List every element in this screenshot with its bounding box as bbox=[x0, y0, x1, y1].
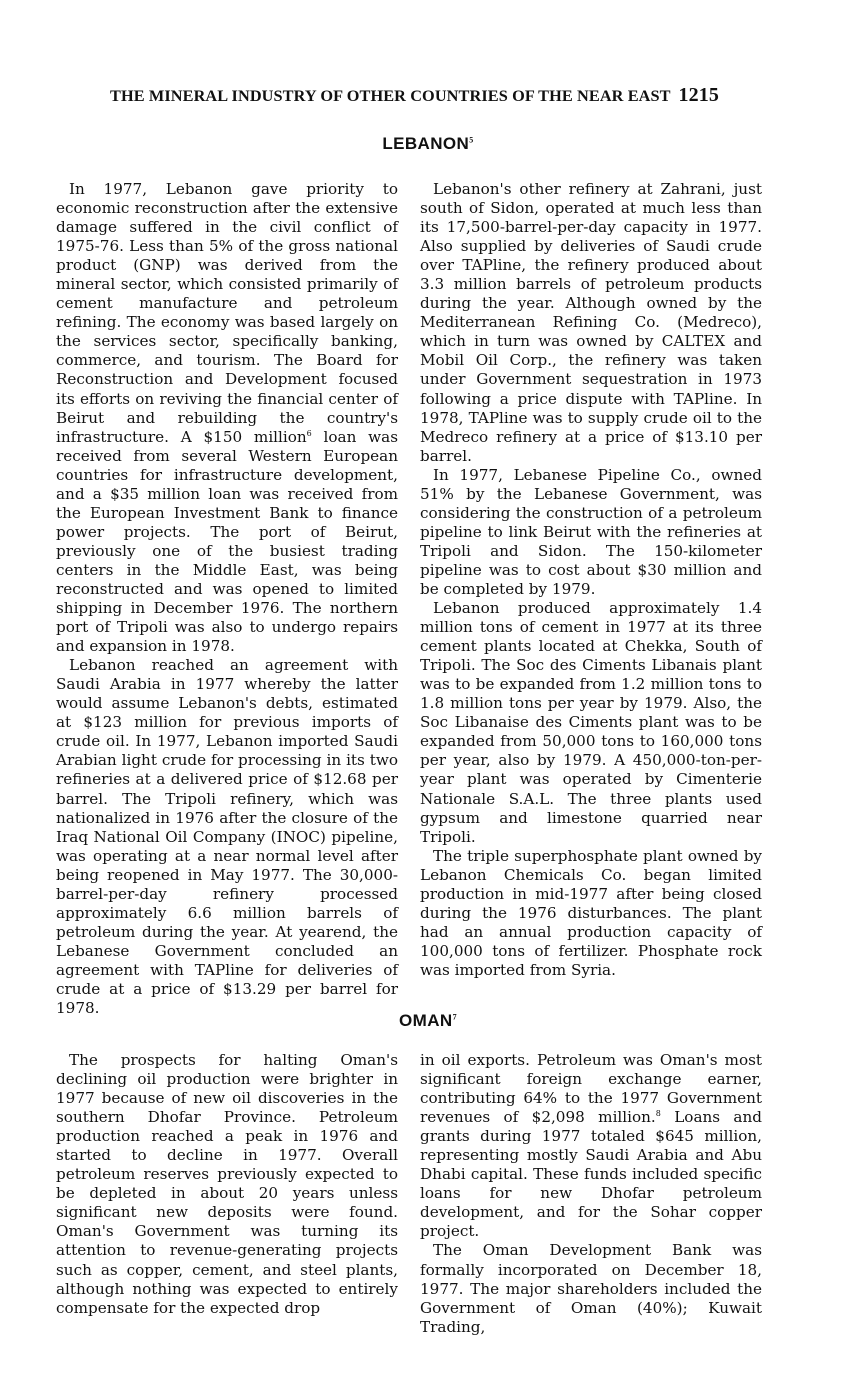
paragraph bbox=[420, 1051, 762, 1241]
paragraph-text: loan was received from several Western European countries for infrastructure development, and a $35 million loan was received from the European Investment Bank to finance power projects. The port of Beirut, previously one of the busiest trading centers in the Middle East, was being reconstructed and was opened to limited shipping in December 1976. The northern port of Tripoli was also to undergo repairs and expansion in 1978. bbox=[56, 427, 398, 656]
section-title-text: OMAN bbox=[399, 1011, 453, 1030]
lebanon-column-left bbox=[56, 180, 398, 1018]
oman-column-right bbox=[420, 1051, 762, 1337]
paragraph: The triple superphosphate plant owned by Lebanon Chemicals Co. began limited production in mid-1977 after being closed during the 1976 disturbances. The plant had an annual production capacity of 100,000 tons of fertilizer. Phosphate rock was imported from Syria. bbox=[420, 846, 762, 979]
paragraph bbox=[56, 180, 398, 656]
paragraph-text: in oil exports. Petroleum was Oman's most significant foreign exchange earner, contributing 64% to the 1977 Government revenues of $2,098 million. bbox=[420, 1051, 762, 1127]
paragraph: In 1977, Lebanese Pipeline Co., owned 51% by the Lebanese Government, was considering the construction of a petroleum pipeline to link Beirut with the refineries at Tripoli and Sidon. The 150-kilometer pipeline was to cost about $30 million and be completed by 1979. bbox=[420, 465, 762, 598]
footnote-ref: 6 bbox=[306, 428, 312, 438]
paragraph-text: In 1977, Lebanon gave priority to economic reconstruction after the extensive damage suffered in the civil conflict of 1975-76. Less than 5% of the gross national product (GNP) was derived from the mineral sector, which consisted primarily of cement manufacture and petroleum refining. The economy was based largely on the services sector, specifically banking, commerce, and tourism. The Board for Reconstruction and Development focused its efforts on reviving the financial center of Beirut and rebuilding the country's infrastructure. A $150 million bbox=[56, 180, 398, 446]
paragraph: Lebanon's other refinery at Zahrani, just south of Sidon, operated at much less than its 17,500-barrel-per-day capacity in 1977. Also supplied by deliveries of Saudi crude over TAPline, the refinery produced about 3.3 million barrels of petroleum products during the year. Although owned by the Mediterranean Refining Co. (Medreco), which in turn was owned by CALTEX and Mobil Oil Corp., the refinery was taken under Government sequestration in 1973 following a price dispute with TAPline. In 1978, TAPline was to supply crude oil to the Medreco refinery at a price of $13.10 per barrel. bbox=[420, 180, 762, 465]
paragraph: The prospects for halting Oman's declining oil production were brighter in 1977 because of new oil discoveries in the southern Dhofar Province. Petroleum production reached a peak in 1976 and started to decline in 1977. Overall petroleum reserves previously expected to be depleted in about 20 years unless significant new deposits were found. Oman's Government was turning its attention to revenue-generating projects such as copper, cement, and steel plants, although nothing was expected to entirely compensate for the expected drop bbox=[56, 1051, 398, 1317]
running-title: THE MINERAL INDUSTRY OF OTHER COUNTRIES OF THE NEAR EAST bbox=[110, 86, 671, 105]
oman-column-left bbox=[56, 1051, 398, 1318]
section-title-oman bbox=[0, 1011, 856, 1031]
section-title-lebanon bbox=[0, 134, 856, 154]
lebanon-column-right bbox=[420, 180, 762, 980]
footnote-ref: 5 bbox=[469, 135, 474, 145]
section-title-text: LEBANON bbox=[382, 134, 470, 153]
paragraph: Lebanon produced approximately 1.4 million tons of cement in 1977 at its three cement plants located at Chekka, South of Tripoli. The Soc des Ciments Libanais plant was to be expanded from 1.2 million tons to 1.8 million tons per year by 1979. Also, the Soc Libanaise des Ciments plant was to be expanded from 50,000 tons to 160,000 tons per year, also by 1979. A 450,000-ton-per-year plant was operated by Cimenterie Nationale S.A.L. The three plants used gypsum and limestone quarried near Tripoli. bbox=[420, 599, 762, 846]
paragraph: The Oman Development Bank was formally incorporated on December 18, 1977. The major shareholders included the Government of Oman (40%); Kuwait Trading, bbox=[420, 1241, 762, 1336]
running-head bbox=[110, 84, 770, 107]
page-number: 1215 bbox=[678, 84, 719, 106]
footnote-ref: 7 bbox=[452, 1012, 457, 1022]
paragraph: Lebanon reached an agreement with Saudi Arabia in 1977 whereby the latter would assume Lebanon's debts, estimated at $123 million for previous imports of crude oil. In 1977, Lebanon imported Saudi Arabian light crude for processing in its two refineries at a delivered price of $12.68 per barrel. The Tripoli refinery, which was nationalized in 1976 after the closure of the Iraq National Oil Company (INOC) pipeline, was operating at a near normal level after being reopened in May 1977. The 30,000-barrel-per-day refinery processed approximately 6.6 million barrels of petroleum during the year. At yearend, the Lebanese Government concluded an agreement with TAPline for deliveries of crude at a price of $13.29 per barrel for 1978. bbox=[56, 656, 398, 1018]
paragraph-text: Loans and grants during 1977 totaled $645 million, representing mostly Saudi Arabia and Abu Dhabi capital. These funds included specific loans for new Dhofar petroleum development, and for the Sohar copper project. bbox=[420, 1108, 762, 1241]
footnote-ref: 8 bbox=[655, 1109, 661, 1119]
